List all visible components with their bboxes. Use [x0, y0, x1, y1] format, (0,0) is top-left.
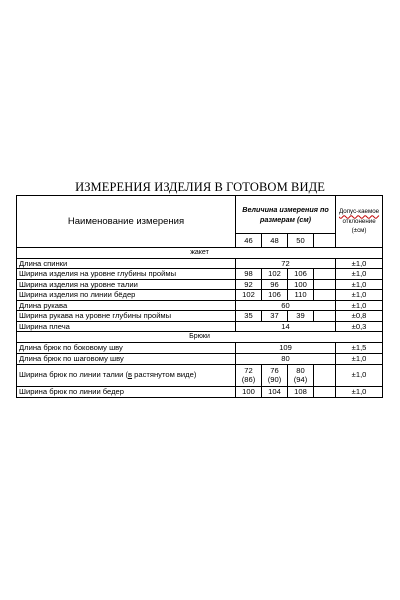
- measurement-value: 72: [236, 258, 336, 269]
- measurement-table: [16, 195, 383, 398]
- measurement-value: 109: [236, 342, 336, 353]
- empty-cell: [314, 279, 336, 290]
- stretched-value: (94): [293, 375, 308, 384]
- value-50: 108: [288, 386, 314, 397]
- section-label: Брюки: [17, 332, 383, 343]
- header-tolerance: [336, 196, 383, 248]
- empty-cell: [314, 290, 336, 301]
- size-48: 48: [262, 234, 288, 248]
- measurement-name: Длина брюк по шаговому шву: [17, 353, 236, 364]
- main-value: 76: [270, 365, 279, 375]
- value-48: 106: [262, 290, 288, 301]
- measurement-name: [17, 364, 236, 386]
- tolerance-value: ±1,0: [336, 258, 383, 269]
- table-row: [17, 364, 383, 386]
- table-row: [17, 290, 383, 301]
- measurement-name: Ширина изделия на уровне глубины проймы: [17, 269, 236, 280]
- value-50: 100: [288, 279, 314, 290]
- table-row: [17, 386, 383, 397]
- tolerance-value: ±1,0: [336, 300, 383, 311]
- name-part-underlined: в: [127, 370, 133, 380]
- value-48: 37: [262, 311, 288, 322]
- main-value: 80: [296, 365, 305, 375]
- value-46: 98: [236, 269, 262, 280]
- section-row-trousers: [17, 332, 383, 343]
- header-row: [17, 196, 383, 234]
- value-46: 102: [236, 290, 262, 301]
- value-46: 100: [236, 386, 262, 397]
- name-part: растянутом виде): [132, 370, 197, 380]
- value-50: 110: [288, 290, 314, 301]
- main-value: 72: [244, 365, 253, 375]
- stretched-value: (86): [241, 375, 256, 384]
- tolerance-value: ±0,3: [336, 321, 383, 332]
- measurement-name: Ширина плеча: [17, 321, 236, 332]
- section-label: жакет: [17, 248, 383, 259]
- empty-cell: [314, 364, 336, 386]
- value-50: [288, 364, 314, 386]
- measurement-name: Длина спинки: [17, 258, 236, 269]
- table-row: [17, 353, 383, 364]
- value-48: 104: [262, 386, 288, 397]
- stretched-value: (90): [267, 375, 282, 384]
- measurement-value: 80: [236, 353, 336, 364]
- tolerance-value: ±1,0: [336, 269, 383, 280]
- measurement-name: Длина рукава: [17, 300, 236, 311]
- empty-cell: [314, 269, 336, 280]
- empty-cell: [314, 311, 336, 322]
- size-spacer: [314, 234, 336, 248]
- value-48: 102: [262, 269, 288, 280]
- measurement-name: Ширина изделия по линии бёдер: [17, 290, 236, 301]
- tolerance-title: Допус-каемое: [339, 208, 380, 216]
- tolerance-value: ±1,0: [336, 353, 383, 364]
- measurement-value: 14: [236, 321, 336, 332]
- header-measurement-name: Наименование измерения: [17, 196, 236, 248]
- measurement-name: Ширина рукава на уровне глубины проймы: [17, 311, 236, 322]
- value-46: 92: [236, 279, 262, 290]
- table-row: [17, 311, 383, 322]
- table-row: [17, 342, 383, 353]
- section-row-jacket: [17, 248, 383, 259]
- tolerance-value: ±1,0: [336, 290, 383, 301]
- value-46: 35: [236, 311, 262, 322]
- tolerance-value: ±0,8: [336, 311, 383, 322]
- measurement-name: Ширина изделия на уровне талии: [17, 279, 236, 290]
- table-row: [17, 300, 383, 311]
- value-48: 96: [262, 279, 288, 290]
- tolerance-value: ±1,0: [336, 386, 383, 397]
- tolerance-value: ±1,0: [336, 279, 383, 290]
- value-48: [262, 364, 288, 386]
- value-46: [236, 364, 262, 386]
- measurement-name: Ширина брюк по линии бедер: [17, 386, 236, 397]
- document-title: ИЗМЕРЕНИЯ ИЗДЕЛИЯ В ГОТОВОМ ВИДЕ: [75, 180, 325, 194]
- table-row: [17, 321, 383, 332]
- table-row: [17, 279, 383, 290]
- size-50: 50: [288, 234, 314, 248]
- measurement-name: Длина брюк по боковому шву: [17, 342, 236, 353]
- table-row: [17, 269, 383, 280]
- value-50: 106: [288, 269, 314, 280]
- table-row: [17, 258, 383, 269]
- tolerance-subtitle: отклонение: [342, 217, 376, 225]
- size-46: 46: [236, 234, 262, 248]
- measurement-value: 60: [236, 300, 336, 311]
- tolerance-value: ±1,0: [336, 364, 383, 386]
- value-50: 39: [288, 311, 314, 322]
- name-part: Ширина брюк по линии талии (: [19, 370, 128, 380]
- tolerance-value: ±1,5: [336, 342, 383, 353]
- header-size-value: Величина измерения по размерам (см): [236, 196, 336, 234]
- empty-cell: [314, 386, 336, 397]
- tolerance-unit: (±см): [351, 227, 367, 235]
